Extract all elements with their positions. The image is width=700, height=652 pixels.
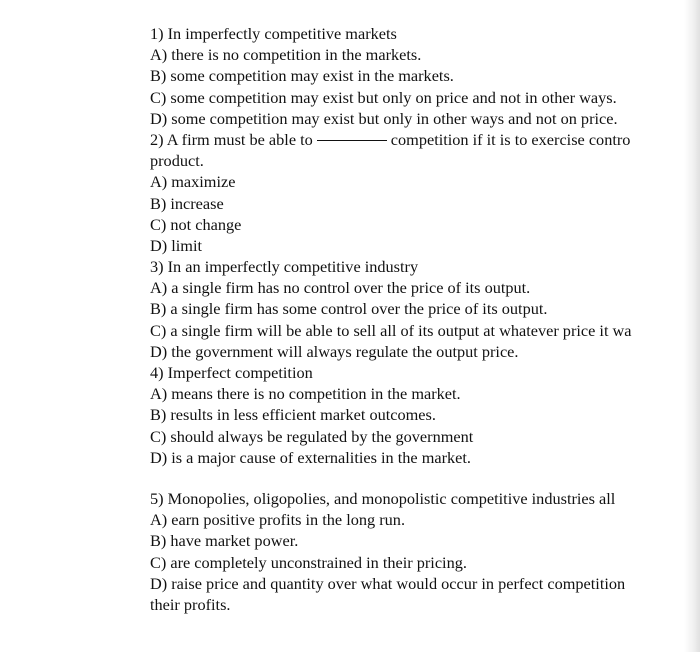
- question-1-option-d: D) some competition may exist but only in other ways and not on price.: [150, 108, 618, 128]
- question-4-option-b: B) results in less efficient market outcomes.: [150, 405, 436, 425]
- question-4-option-d: D) is a major cause of externalities in the market.: [150, 447, 471, 467]
- fill-in-blank: [317, 140, 387, 141]
- question-3-stem: 3) In an imperfectly competitive industry: [150, 257, 419, 277]
- question-5-option-a: A) earn positive profits in the long run.: [150, 510, 406, 530]
- question-1-option-c: C) some competition may exist but only on price and not in other ways.: [150, 87, 617, 107]
- question-5-option-b: B) have market power.: [150, 531, 299, 551]
- question-list: [150, 23, 700, 615]
- section-gap: [150, 468, 700, 488]
- question-5-option-d-continued: their profits.: [150, 594, 231, 614]
- question-1-option-a: A) there is no competition in the markets.: [150, 45, 422, 65]
- question-4-option-a: A) means there is no competition in the market.: [150, 384, 461, 404]
- question-3-option-b: B) a single firm has some control over the price of its output.: [150, 299, 548, 319]
- question-5-option-c: C) are completely unconstrained in their pricing.: [150, 552, 467, 572]
- question-1-option-b: B) some competition may exist in the markets.: [150, 66, 454, 86]
- question-5-option-d: D) raise price and quantity over what would occur in perfect competition: [150, 573, 626, 593]
- page-edge-shadow: [684, 0, 700, 652]
- question-2-option-b: B) increase: [150, 193, 224, 213]
- question-3-option-d: D) the government will always regulate the output price.: [150, 341, 519, 361]
- question-3-option-a: A) a single firm has no control over the price of its output.: [150, 278, 531, 298]
- question-2-stem-after: competition if it is to exercise contro: [390, 129, 631, 149]
- question-2-option-a: A) maximize: [150, 172, 236, 192]
- question-2-stem-before: 2) A firm must be able to: [150, 129, 313, 149]
- question-2-option-c: C) not change: [150, 214, 242, 234]
- question-2-stem: [150, 129, 700, 150]
- question-2-stem-continued: product.: [150, 151, 204, 171]
- question-3-option-c: C) a single firm will be able to sell all of its output at whatever price it wa: [150, 320, 632, 340]
- question-2-option-d: D) limit: [150, 235, 203, 255]
- question-1-stem: 1) In imperfectly competitive markets: [150, 24, 397, 43]
- question-5-stem: 5) Monopolies, oligopolies, and monopolistic competitive industries all: [150, 488, 616, 508]
- question-4-option-c: C) should always be regulated by the government: [150, 426, 474, 446]
- question-4-stem: 4) Imperfect competition: [150, 363, 313, 382]
